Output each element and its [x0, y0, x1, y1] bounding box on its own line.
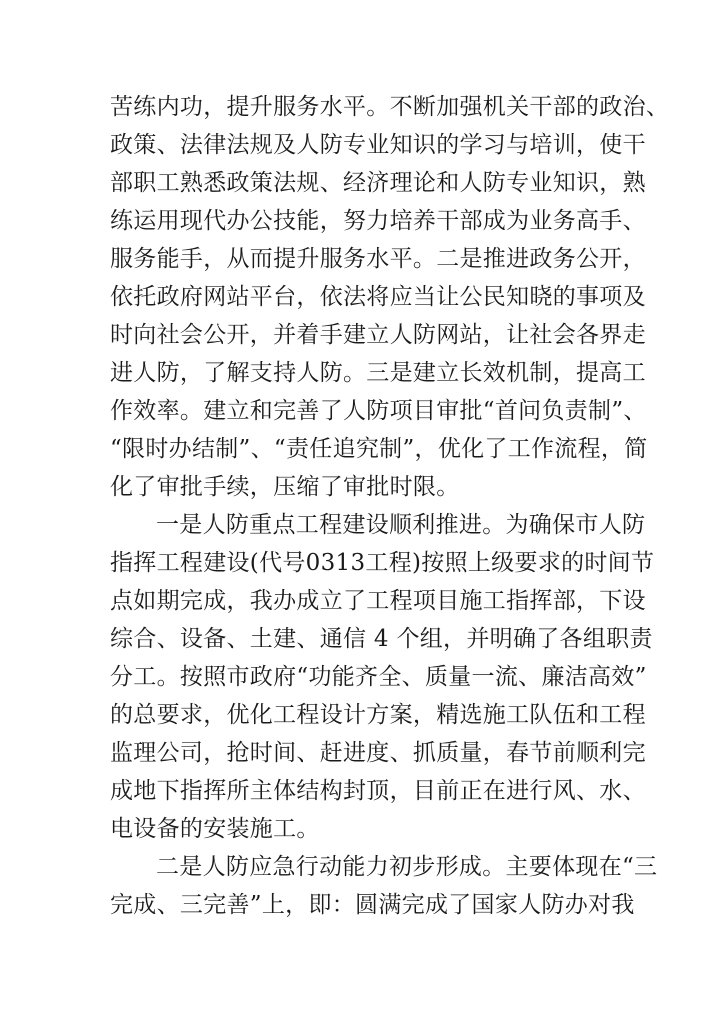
text-line: 服务能手，从而提升服务水平。二是推进政务公开，: [110, 246, 646, 272]
text-line: “限时办结制”、“责任追究制”，优化了工作流程，简: [110, 436, 648, 462]
text-line: 点如期完成，我办成立了工程项目施工指挥部，下设: [110, 588, 646, 614]
text-line: 依托政府网站平台，依法将应当让公民知晓的事项及: [110, 284, 646, 310]
text-line: 成地下指挥所主体结构封顶，目前正在进行风、水、: [110, 778, 646, 804]
text-line: 练运用现代办公技能，努力培养干部成为业务高手、: [110, 208, 646, 234]
text-line: 指挥工程建设(代号0313工程)按照上级要求的时间节: [110, 550, 655, 576]
text-line: 的总要求，优化工程设计方案，精选施工队伍和工程: [110, 702, 646, 728]
paragraph-first-line: 二是人防应急行动能力初步形成。主要体现在“三: [156, 854, 658, 880]
text-line: 完成、三完善”上，即：圆满完成了国家人防办对我: [110, 892, 635, 918]
text-line: 分工。按照市政府“功能齐全、质量一流、廉洁高效”: [110, 664, 647, 690]
text-line: 电设备的安装施工。: [110, 816, 320, 842]
text-line: 化了审批手续，压缩了审批时限。: [110, 474, 460, 500]
paragraph-first-line: 一是人防重点工程建设顺利推进。为确保市人防: [156, 512, 646, 538]
text-line: 作效率。建立和完善了人防项目审批“首问负责制”、: [110, 398, 647, 424]
text-line: 苦练内功，提升服务水平。不断加强机关干部的政治、: [110, 94, 670, 120]
text-line: 进人防，了解支持人防。三是建立长效机制，提高工: [110, 360, 646, 386]
text-line: 政策、法律法规及人防专业知识的学习与培训，使干: [110, 132, 646, 158]
text-line: 时向社会公开，并着手建立人防网站，让社会各界走: [110, 322, 646, 348]
text-line: 综合、设备、土建、通信 4 个组，并明确了各组职责: [110, 626, 653, 652]
text-line: 部职工熟悉政策法规、经济理论和人防专业知识，熟: [110, 170, 646, 196]
text-line: 监理公司，抢时间、赶进度、抓质量，春节前顺利完: [110, 740, 646, 766]
